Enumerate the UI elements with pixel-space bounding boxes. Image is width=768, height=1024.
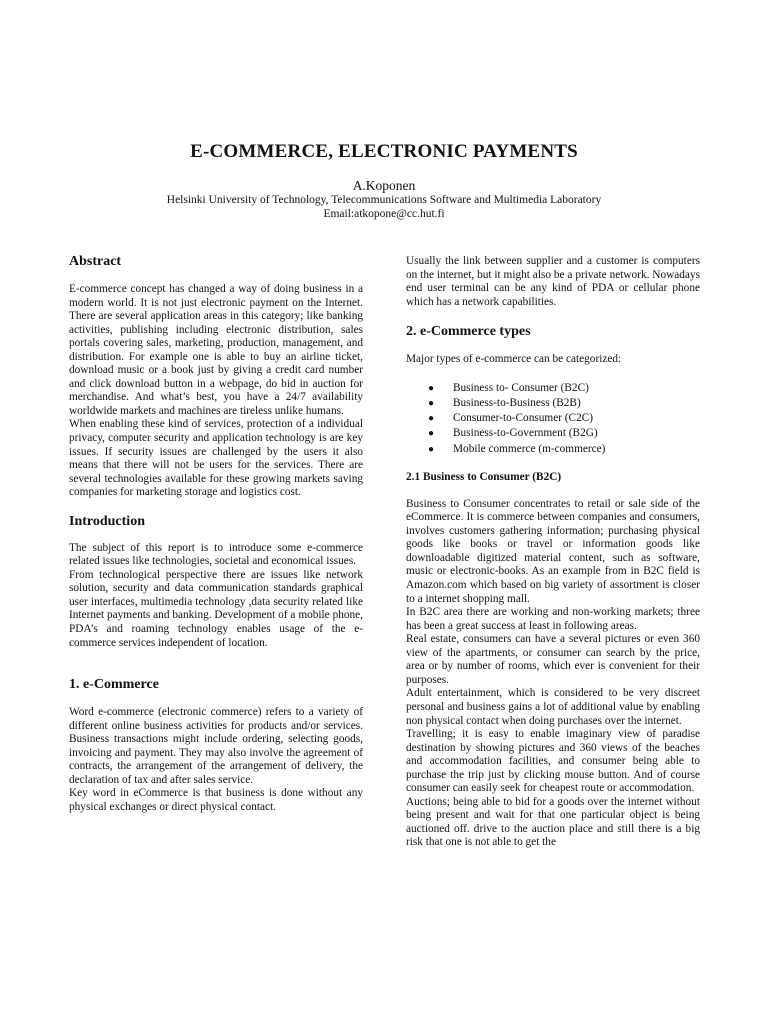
list-item: ● Business-to-Business (B2B)	[406, 396, 700, 411]
bullet-icon: ●	[428, 428, 435, 440]
list-item: ● Business-to-Government (B2G)	[406, 426, 700, 441]
left-column	[69, 254, 363, 815]
introduction-paragraph-2: From technological perspective there are issues like network solution, security and data communication standards graphical user interfaces, multimedia technology ,data security related like Internet payments and banking. Development of a mobile phone, PDA’s and roaming technology enables usage of the e-commerce services independent of location.	[69, 568, 363, 649]
bullet-icon: ●	[428, 382, 435, 394]
list-item: ● Business to- Consumer (B2C)	[406, 381, 700, 396]
bullet-icon: ●	[428, 413, 435, 425]
list-item: ● Mobile commerce (m-commerce)	[406, 442, 700, 457]
list-item: ● Consumer-to-Consumer (C2C)	[406, 411, 700, 426]
b2c-paragraph-1: Business to Consumer concentrates to retail or sale side of the eCommerce. It is commerce between companies and consumers, involves customers gathering information; purchasing physical goods like books or travel or information goods like downloadable digitized material content, such as software, music or electronic-books. As an example from in B2C field is Amazon.com which based on big variety of assortment is closer to a internet shopping mall.	[406, 497, 700, 605]
section-1-paragraph-1: Word e-commerce (electronic commerce) refers to a variety of different online business activities for products and/or services. Business transactions might include ordering, selecting goods, invoicing and payment. They may also involve the agreement of contracts, the arrangement of the arrangement of delivery, the declaration of tax and after sales service.	[69, 706, 363, 786]
paper-affiliation: Helsinki University of Technology, Telecommunications Software and Multimedia Laboratory	[166, 194, 602, 206]
bullet-icon: ●	[428, 397, 435, 409]
abstract-paragraph-2: When enabling these kind of services, protection of a individual privacy, computer security and application technology is are key issues. If security issues are challenged by the users it also means that there will not be users for the services. There are several technologies available for these growing markets saving companies for marketing storage and logistics cost.	[69, 418, 363, 499]
b2c-paragraph-2: In B2C area there are working and non-working markets; three has been a great success at least in following areas.	[406, 606, 700, 632]
section-1-paragraph-2: Key word in eCommerce is that business is done without any physical exchanges or direct physical contact.	[69, 787, 363, 813]
paper-author: A.Koponen	[352, 178, 416, 193]
abstract-paragraph-1: E-commerce concept has changed a way of doing business in a modern world. It is not just electronic payment on the Internet. There are several application areas in this category; like banking activities, publishing including electronic distribution, sales portals covering sales, marketing, production, management, and distribution. For example one is able to buy an airline ticket, download music or a book just by giving a credit card number and click download button in a webpage, do bid in auction for merchandise. And what’s best, you have a 24/7 availability worldwide markets and machines are tireless unlike humans.	[69, 283, 363, 417]
bullet-icon: ●	[428, 443, 435, 455]
b2c-paragraph-6: Auctions; being able to bid for a goods over the internet without being present and wait for that one particular object is being auctioned off. drive to the auction place and still there is a big risk that one is not able to get the	[406, 795, 700, 849]
section-2-intro: Major types of e-commerce can be categorized:	[406, 353, 622, 366]
introduction-heading: Introduction	[69, 513, 145, 529]
right-column	[406, 255, 700, 850]
paper-email: Email:atkopone@cc.hut.fi	[323, 208, 445, 220]
continued-paragraph: Usually the link between supplier and a customer is computers on the internet, but it might also be a private network. Nowadays end user terminal can be any kind of PDA or cellular phone which has a network capabilities.	[406, 255, 700, 308]
section-1-heading: 1. e-Commerce	[69, 677, 159, 693]
section-2-1-heading: 2.1 Business to Consumer (B2C)	[406, 470, 562, 483]
b2c-paragraph-4: Adult entertainment, which is considered to be very discreet personal and business gains a lot of additional value by enabling non physical contact when doing purchases over the internet.	[406, 687, 700, 727]
introduction-paragraph-1: The subject of this report is to introduce some e-commerce related issues like technologies, societal and economical issues.	[69, 541, 363, 568]
b2c-paragraph-5: Travelling; it is easy to enable imaginary view of paradise destination by showing pictures and 360 views of the beaches and accommodation facilities, and consumer being able to purchase the trip just by clicking mouse button. And of course consumer can easily seek for cheapest route or accommodation.	[406, 728, 700, 795]
abstract-heading: Abstract	[69, 254, 122, 269]
section-2-heading: 2. e-Commerce types	[406, 324, 531, 340]
paper-title: E-COMMERCE, ELECTRONIC PAYMENTS	[190, 141, 578, 162]
b2c-paragraph-3: Real estate, consumers can have a several pictures or even 360 view of the apartments, or consumer can search by the price, area or by number of rooms, which ever is convenient for their purposes.	[406, 633, 700, 686]
ecommerce-types-list	[406, 381, 700, 457]
